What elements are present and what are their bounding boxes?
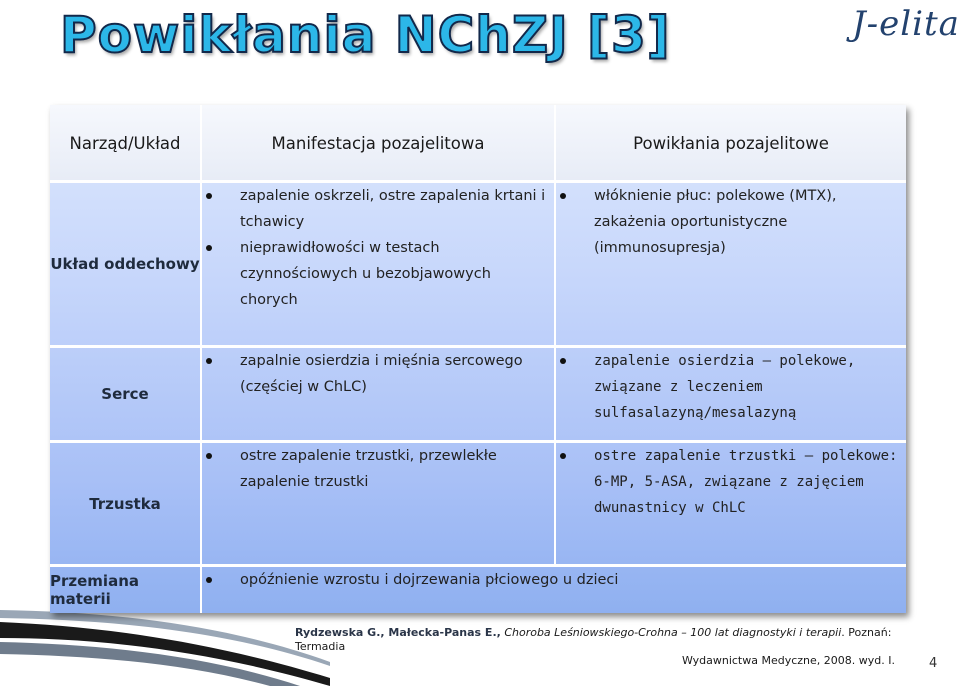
complications-table [50,105,906,613]
manifestation-cell-pancreas [202,443,552,495]
list-item: ostre zapalenie trzustki – polekowe: 6-MP, 5-ASA, związane z zajęciem dwunastnicy w ChLC [556,443,901,521]
header-complications: Powikłania pozajelitowe [633,133,829,153]
citation-book-title: Choroba Leśniowskiego-Crohna – 100 lat diagnostyki i terapii [504,626,842,639]
citation [295,626,905,668]
header-manifestation: Manifestacja pozajelitowa [271,133,485,153]
decorative-swoosh [0,608,330,686]
list-item: ostre zapalenie trzustki, przewlekłe zapalenie trzustki [202,443,552,495]
manifestation-cell-respiratory [202,183,552,313]
row-label-heart: Serce [101,385,149,403]
list-item: zapalenie oskrzeli, ostre zapalenia krtani i tchawicy [202,183,552,235]
j-elita-logo: J-elita [852,4,960,44]
citation-publisher-part1: . Poznań: Termadia [295,626,892,653]
row-label-metabolism: Przemiana materii [50,572,139,608]
citation-publisher-part2: Wydawnictwa Medyczne, 2008. wyd. I. [681,654,895,667]
header-organ: Narząd/Układ [69,133,181,153]
list-item: zapalnie osierdzia i mięśnia sercowego (częściej w ChLC) [202,348,552,400]
row-label-respiratory: Układ oddechowy [50,255,200,273]
list-item: włóknienie płuc: polekowe (MTX), zakażenia oportunistyczne (immunosupresja) [556,183,901,261]
list-item: opóźnienie wzrostu i dojrzewania płciowego u dzieci [202,567,902,593]
row-label-pancreas: Trzustka [89,494,161,513]
slide-title: Powikłania NChZJ [3] [60,6,671,64]
complications-cell-respiratory [556,183,901,261]
manifestation-cell-metabolism [202,567,902,593]
list-item: nieprawidłowości w testach czynnościowych u bezobjawowych chorych [202,235,552,313]
manifestation-cell-heart [202,348,552,400]
complications-cell-heart [556,348,901,426]
list-item: zapalenie osierdzia – polekowe, związane z leczeniem sulfasalazyną/mesalazyną [556,348,901,426]
complications-cell-pancreas [556,443,901,521]
page-number: 4 [929,656,938,671]
citation-authors: Rydzewska G., Małecka-Panas E., [295,626,501,639]
